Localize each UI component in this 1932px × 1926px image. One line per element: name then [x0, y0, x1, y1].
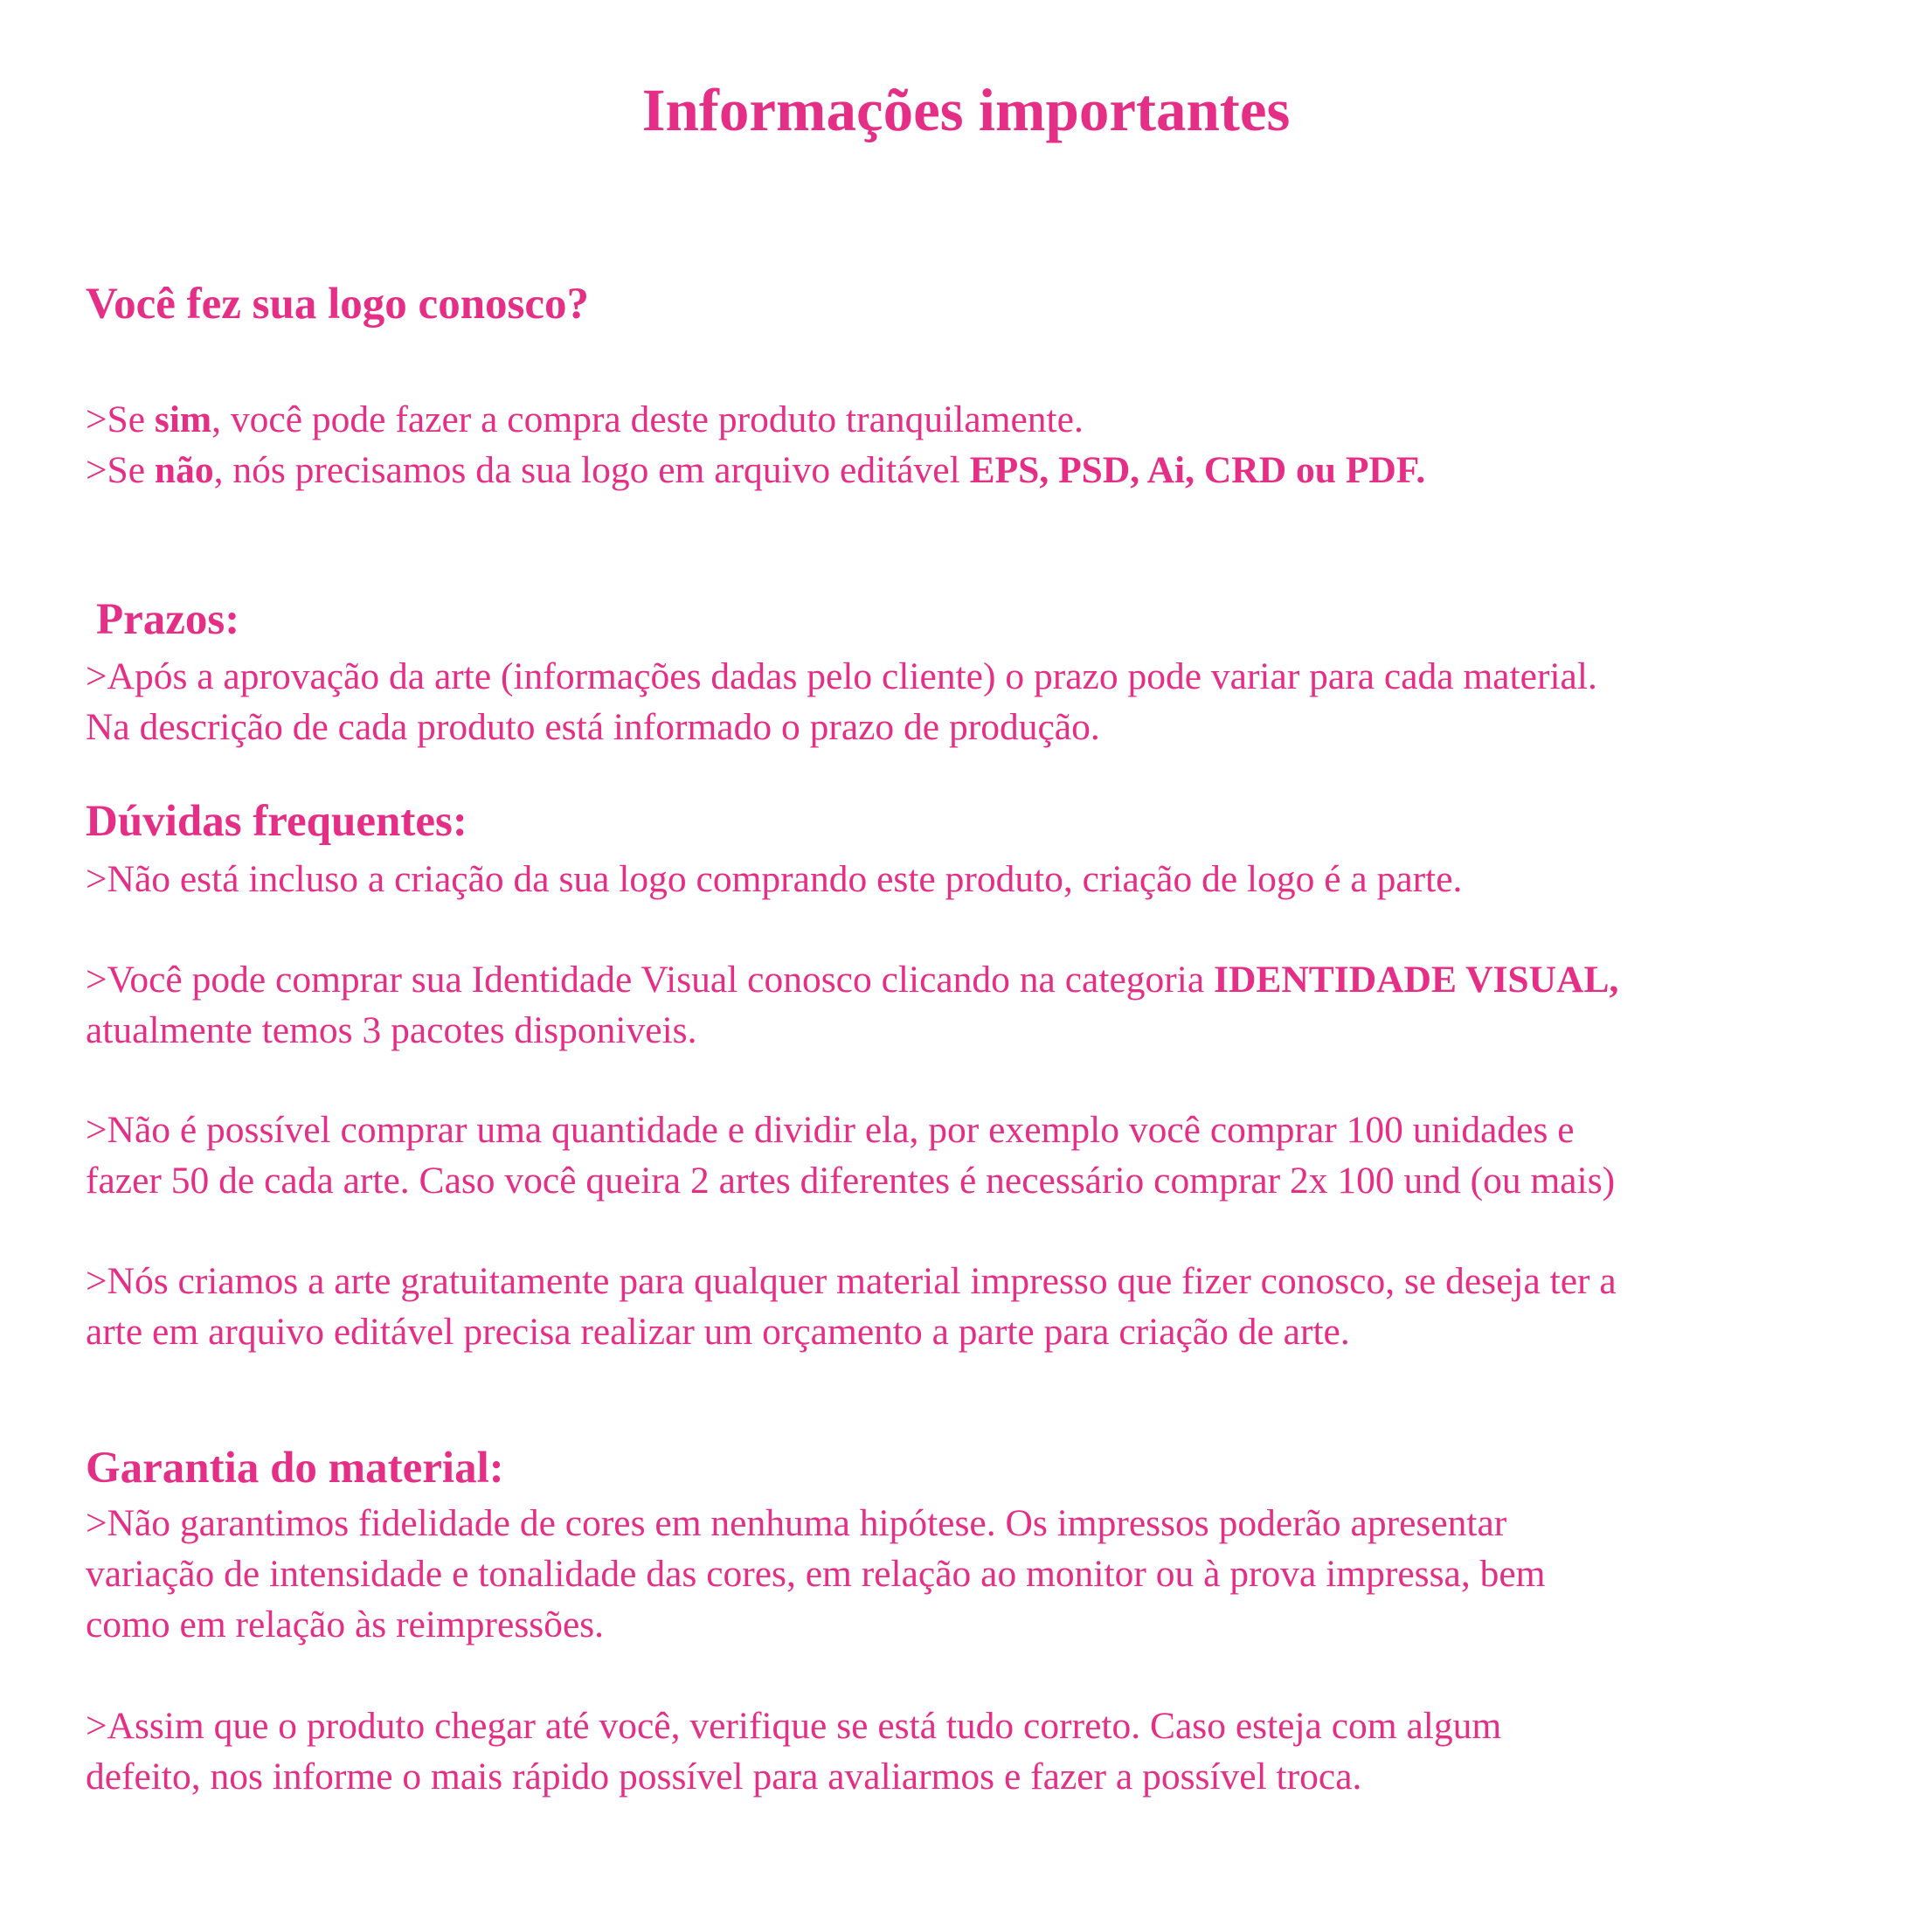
garantia-line: variação de intensidade e tonalidade das cores, em relação ao monitor ou à prova impressa, bem	[86, 1553, 1546, 1595]
prazos-line: >Após a aprovação da arte (informações dadas pelo cliente) o prazo pode variar para cada material.	[86, 655, 1597, 697]
logo-section-heading: Você fez sua logo conosco?	[86, 280, 590, 329]
garantia-heading: Garantia do material:	[86, 1444, 504, 1493]
prazos-body	[86, 651, 1597, 752]
page-title: Informações importantes	[641, 77, 1291, 143]
logo-yes-line	[86, 394, 1425, 445]
logo-no-text: , nós precisamos da sua logo em arquivo editável	[213, 449, 970, 491]
logo-section-body	[86, 394, 1425, 495]
garantia-line: >Assim que o produto chegar até você, verifique se está tudo correto. Caso esteja com algum	[86, 1705, 1502, 1747]
garantia-line: >Não garantimos fidelidade de cores em nenhuma hipótese. Os impressos poderão apresentar	[86, 1502, 1507, 1544]
logo-no-prefix: >Se	[86, 449, 155, 491]
logo-yes-keyword: sim	[154, 398, 212, 440]
garantia-paragraph-2	[86, 1701, 1501, 1802]
prazos-heading: Prazos:	[96, 595, 240, 644]
garantia-line: como em relação às reimpressões.	[86, 1604, 605, 1645]
logo-no-line	[86, 445, 1425, 495]
logo-no-keyword: não	[154, 449, 214, 491]
duvidas-line: >Não está incluso a criação da sua logo comprando este produto, criação de logo é a parte.	[86, 858, 1463, 900]
prazos-line: Na descrição de cada produto está informado o prazo de produção.	[86, 706, 1100, 748]
logo-yes-text: , você pode fazer a compra deste produto tranquilamente.	[211, 398, 1084, 440]
duvidas-paragraph-1	[86, 854, 1462, 904]
duvidas-line: fazer 50 de cada arte. Caso você queira 2 artes diferentes é necessário comprar 2x 100 und (ou mais)	[86, 1160, 1616, 1202]
duvidas-line	[86, 954, 1618, 1005]
duvidas-paragraph-4	[86, 1256, 1617, 1357]
duvidas-line: atualmente temos 3 pacotes disponiveis.	[86, 1009, 697, 1051]
garantia-line: defeito, nos informe o mais rápido possível para avaliarmos e fazer a possível troca.	[86, 1756, 1362, 1798]
duvidas-line: >Nós criamos a arte gratuitamente para qualquer material impresso que fizer conosco, se deseja ter a	[86, 1260, 1617, 1302]
duvidas-line: >Não é possível comprar uma quantidade e dividir ela, por exemplo você comprar 100 unidades e	[86, 1109, 1575, 1151]
logo-yes-prefix: >Se	[86, 398, 155, 440]
identidade-visual-category: IDENTIDADE VISUAL,	[1214, 959, 1619, 1001]
garantia-paragraph-1	[86, 1498, 1545, 1650]
duvidas-line: arte em arquivo editável precisa realizar um orçamento a parte para criação de arte.	[86, 1311, 1350, 1353]
duvidas-paragraph-2	[86, 954, 1618, 1056]
duvidas-text: >Você pode comprar sua Identidade Visual conosco clicando na categoria	[86, 959, 1215, 1001]
duvidas-paragraph-3	[86, 1105, 1615, 1206]
file-formats: EPS, PSD, Ai, CRD ou PDF.	[969, 449, 1426, 491]
duvidas-heading: Dúvidas frequentes:	[86, 797, 467, 846]
